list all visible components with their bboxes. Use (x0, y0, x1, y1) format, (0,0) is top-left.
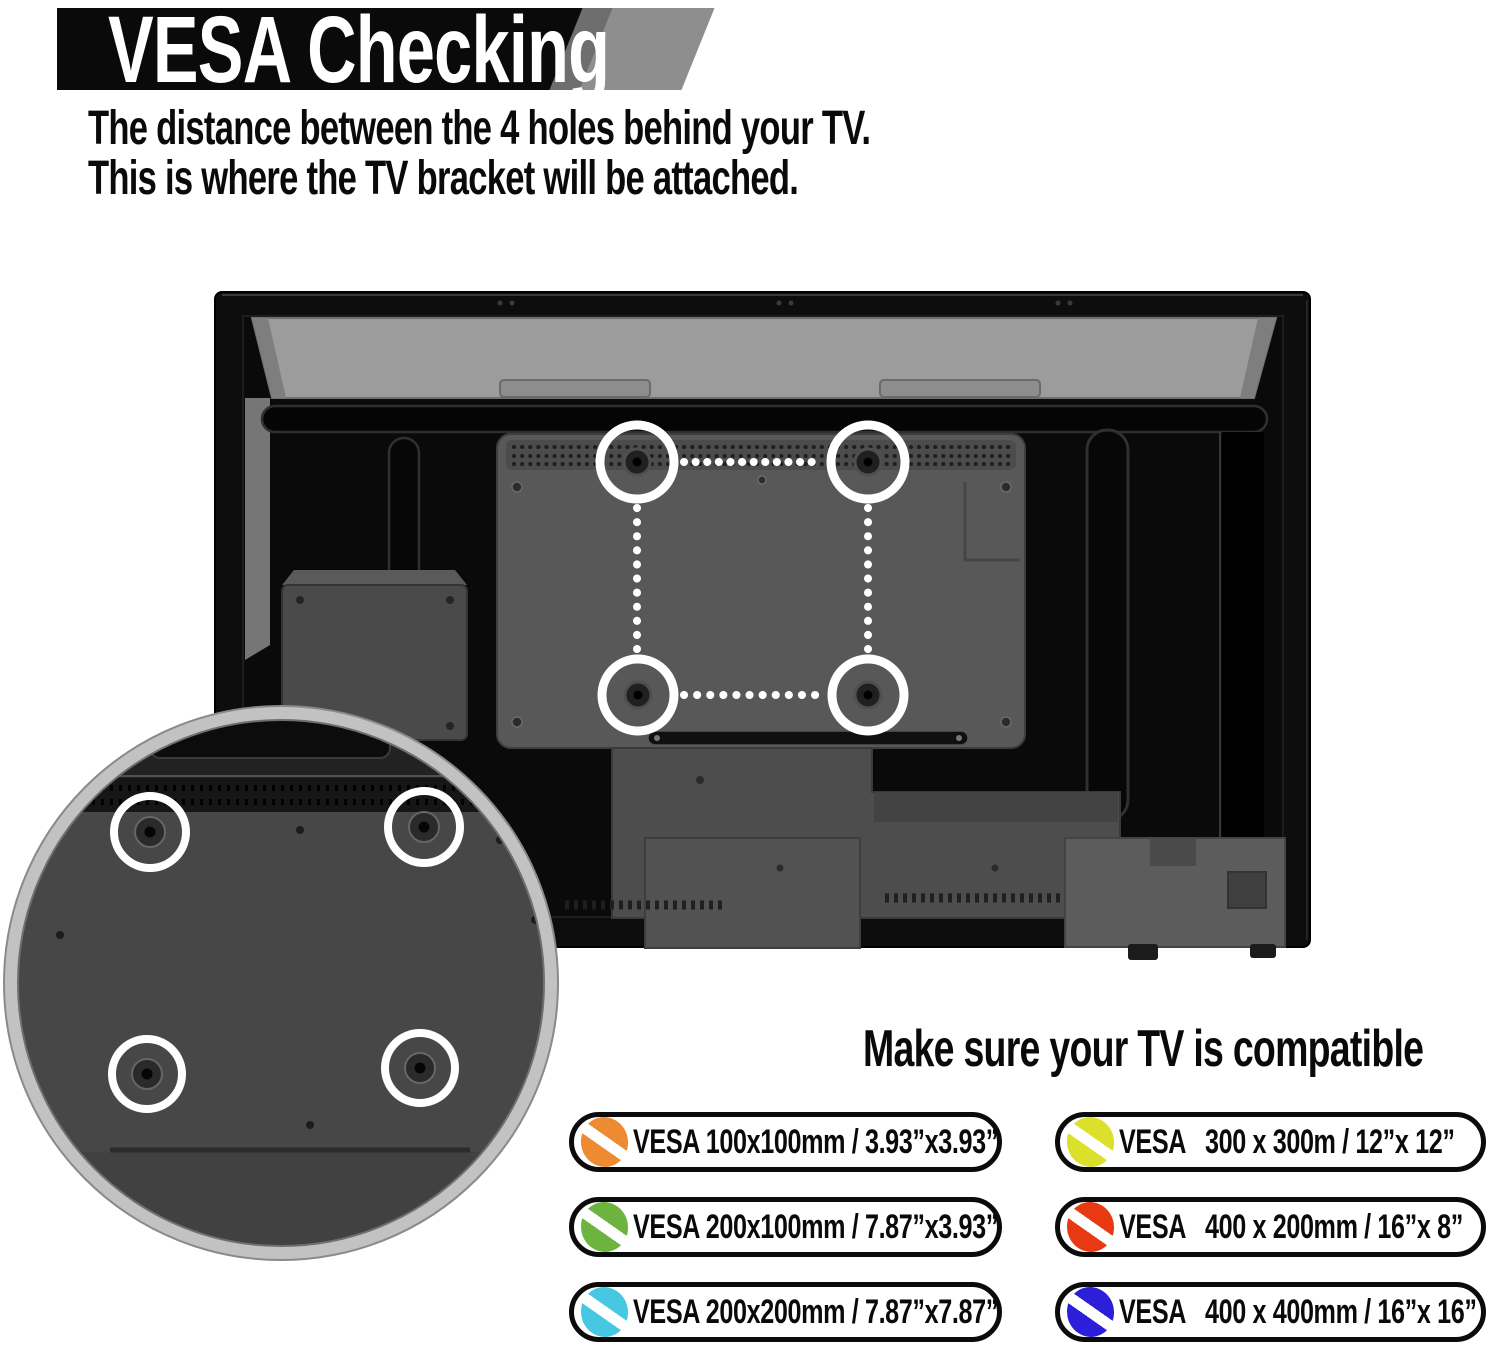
vesa-badge-400x200 (1055, 1197, 1486, 1257)
subtitle-line-2: This is where the TV bracket will be attached. (88, 152, 799, 205)
subtitle (88, 104, 1174, 204)
vesa-badge-label: VESA 400 x 400mm / 16”x 16” (1119, 1292, 1477, 1331)
tv-right-slot (1087, 430, 1128, 820)
subtitle-line-1: The distance between the 4 holes behind your TV. (88, 102, 871, 155)
vesa-badge-label: VESA 300 x 300m / 12”x 12” (1119, 1122, 1455, 1161)
vesa-badge-label: VESA 200x200mm / 7.87”x7.87” (633, 1292, 998, 1331)
vesa-badge-100x100 (569, 1112, 1002, 1172)
vesa-screw (855, 449, 881, 475)
vesa-screw (855, 682, 881, 708)
vesa-badge-200x100 (569, 1197, 1002, 1257)
vesa-screw (624, 449, 650, 475)
magnifier-circle (4, 700, 558, 1272)
vesa-badge-300x300 (1055, 1112, 1486, 1172)
vesa-badge-200x200 (569, 1282, 1002, 1342)
vesa-badge-400x400 (1055, 1282, 1486, 1342)
vesa-400x400-icon (1063, 1283, 1118, 1340)
page-title: VESA Checking (108, 0, 610, 103)
vesa-200x200-icon (577, 1283, 632, 1340)
vesa-400x200-icon (1063, 1198, 1118, 1255)
vesa-badge-label: VESA 200x100mm / 7.87”x3.93” (633, 1207, 998, 1246)
vesa-badge-grid (569, 1112, 1486, 1342)
vesa-100x100-icon (577, 1113, 632, 1170)
vesa-300x300-icon (1063, 1113, 1118, 1170)
vesa-badge-label: VESA 400 x 200mm / 16”x 8” (1119, 1207, 1463, 1246)
vesa-badge-label: VESA 100x100mm / 3.93”x3.93” (633, 1122, 998, 1161)
tv-base-right (1065, 838, 1285, 960)
vesa-screw (625, 682, 651, 708)
tv-mount-plate (497, 434, 1025, 748)
compatibility-heading: Make sure your TV is compatible (863, 1020, 1424, 1078)
vesa-200x100-icon (577, 1198, 632, 1255)
tv-top-slot (262, 406, 1267, 432)
